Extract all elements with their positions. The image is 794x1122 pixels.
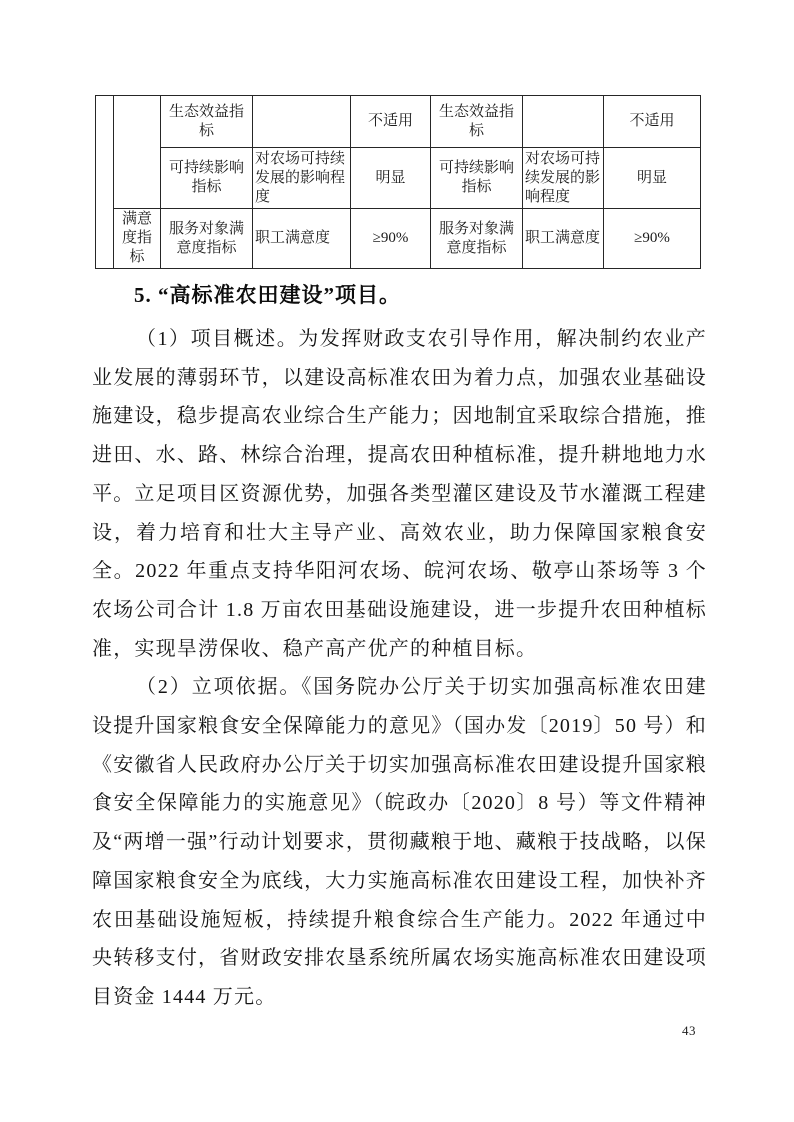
table-cell-group-stub — [114, 96, 161, 209]
table-cell-indicator-right-satisfaction: 服务对象满意度指标 — [431, 209, 523, 269]
table-cell-value-left-satisfaction: ≥90% — [351, 209, 431, 269]
table-cell-value-right-sustain: 明显 — [604, 148, 701, 209]
table-cell-value-left-sustain: 明显 — [351, 148, 431, 209]
table-cell-value-right-satisfaction: ≥90% — [604, 209, 701, 269]
table-cell-content-right-sustain: 对农场可持续发展的影响程度 — [523, 148, 604, 209]
paragraph-project-basis: （2）立项依据。《国务院办公厅关于切实加强高标准农田建设提升国家粮食安全保障能力的意见》（国办发〔2019〕50 号）和《安徽省人民政府办公厅关于切实加强高标准农田建设提升国家粮食安全保障能力的实施意见》（皖政办〔2020〕8 号）等文件精神及“两增一强”行动计划要求，贯彻藏粮于地、藏粮于技战略，以保障国家粮食安全为底线，大力实施高标准农田建设工程，加快补齐农田基础设施短板，持续提升粮食综合生产能力。2022 年通过中央转移支付，省财政安排农垦系统所属农场实施高标准农田建设项目资金 1444 万元。 — [92, 676, 707, 1008]
table-cell-content-right-satisfaction: 职工满意度 — [523, 209, 604, 269]
table-cell-content-left-eco — [253, 96, 351, 148]
table-cell-indicator-right-sustain: 可持续影响指标 — [431, 148, 523, 209]
indicator-table — [95, 95, 701, 269]
table-cell-value-left-eco: 不适用 — [351, 96, 431, 148]
table-cell-indicator-left-eco: 生态效益指标 — [161, 96, 253, 148]
table-cell-indicator-right-eco: 生态效益指标 — [431, 96, 523, 148]
table-cell-content-left-satisfaction: 职工满意度 — [253, 209, 351, 269]
table-cell-content-left-sustain: 对农场可持续发展的影响程度 — [253, 148, 351, 209]
table-cell-indicator-left-sustain: 可持续影响指标 — [161, 148, 253, 209]
table-cell-left-stub — [96, 96, 114, 269]
paragraph-project-overview: （1）项目概述。为发挥财政支农引导作用，解决制约农业产业发展的薄弱环节，以建设高标准农田为着力点，加强农业基础设施建设，稳步提高农业综合生产能力；因地制宜采取综合措施，推进田、水、路、林综合治理，提高农田种植标准，提升耕地地力水平。立足项目区资源优势，加强各类型灌区建设及节水灌溉工程建设，着力培育和壮大主导产业、高效农业，助力保障国家粮食安全。2022 年重点支持华阳河农场、皖河农场、敬亭山茶场等 3 个农场公司合计 1.8 万亩农田基础设施建设，进一步提升农田种植标准，实现旱涝保收、稳产高产优产的种植目标。 — [92, 328, 707, 660]
table-cell-content-right-eco — [523, 96, 604, 148]
table-cell-indicator-left-satisfaction: 服务对象满意度指标 — [161, 209, 253, 269]
page-number: 43 — [682, 1023, 696, 1038]
table-cell-group-satisfaction: 满意度指标 — [114, 209, 161, 269]
table-cell-value-right-eco: 不适用 — [604, 96, 701, 148]
section-heading: 5. “高标准农田建设”项目。 — [134, 283, 401, 307]
body-text — [92, 274, 707, 1017]
